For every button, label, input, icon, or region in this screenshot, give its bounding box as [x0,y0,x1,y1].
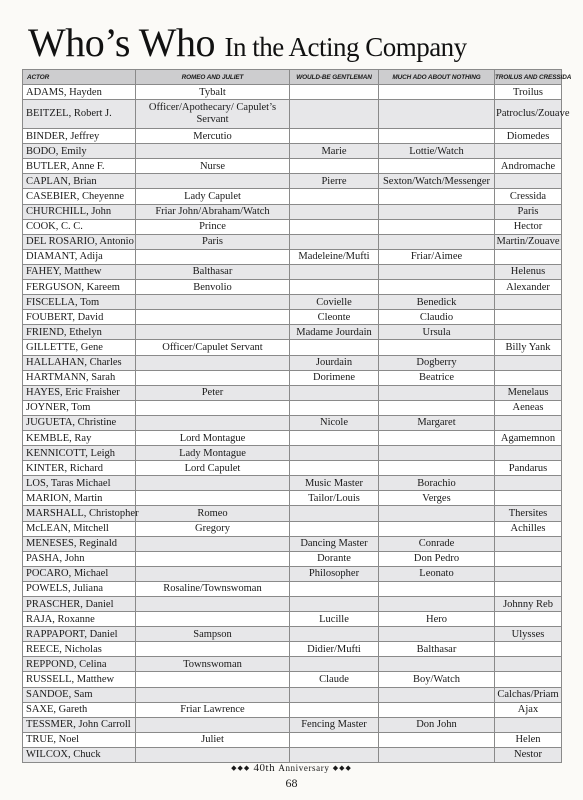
much-ado-role-cell [379,234,495,249]
would-be-gentleman-role-cell: Claude [290,672,379,687]
table-row [23,129,562,144]
table-row [23,144,562,159]
would-be-gentleman-role-cell [290,430,379,445]
cast-table [22,69,572,763]
would-be-gentleman-role-cell [290,280,379,295]
would-be-gentleman-role-cell [290,100,379,129]
title-sub: In the Acting Company [224,32,467,62]
actor-cell: DEL ROSARIO, Antonio [23,234,136,249]
actor-cell: RAPPAPORT, Daniel [23,627,136,642]
much-ado-role-cell [379,747,495,762]
would-be-gentleman-role-cell: Music Master [290,476,379,491]
would-be-gentleman-role-cell [290,521,379,536]
romeo-juliet-role-cell: Officer/Capulet Servant [136,340,290,355]
much-ado-role-cell [379,264,495,279]
romeo-juliet-role-cell [136,566,290,581]
table-row [23,597,562,612]
table-row [23,476,562,491]
romeo-juliet-role-cell: Nurse [136,159,290,174]
would-be-gentleman-role-cell [290,340,379,355]
troilus-cressida-role-cell [495,642,562,657]
table-row [23,566,562,581]
would-be-gentleman-role-cell: Madeleine/Mufti [290,249,379,264]
romeo-juliet-role-cell: Benvolio [136,280,290,295]
would-be-gentleman-role-cell [290,264,379,279]
table-row [23,189,562,204]
table-row [23,400,562,415]
romeo-juliet-role-cell [136,295,290,310]
much-ado-role-cell [379,702,495,717]
table-row [23,747,562,762]
would-be-gentleman-role-cell: Marie [290,144,379,159]
much-ado-role-cell [379,597,495,612]
troilus-cressida-role-cell: Achilles [495,521,562,536]
actor-cell: CAPLAN, Brian [23,174,136,189]
romeo-juliet-role-cell: Balthasar [136,264,290,279]
much-ado-role-cell [379,657,495,672]
would-be-gentleman-role-cell [290,687,379,702]
romeo-juliet-role-cell: Gregory [136,521,290,536]
romeo-juliet-role-cell [136,717,290,732]
would-be-gentleman-role-cell: Tailor/Louis [290,491,379,506]
would-be-gentleman-role-cell [290,129,379,144]
would-be-gentleman-role-cell [290,657,379,672]
much-ado-role-cell [379,461,495,476]
romeo-juliet-role-cell [136,642,290,657]
much-ado-role-cell: Dogberry [379,355,495,370]
actor-cell: FAHEY, Matthew [23,264,136,279]
actor-cell: FRIEND, Ethelyn [23,325,136,340]
much-ado-role-cell [379,506,495,521]
page-title [28,18,467,72]
much-ado-role-cell [379,732,495,747]
romeo-juliet-role-cell [136,476,290,491]
would-be-gentleman-role-cell [290,85,379,100]
romeo-juliet-role-cell: Tybalt [136,85,290,100]
troilus-cressida-role-cell: Nestor [495,747,562,762]
romeo-juliet-role-cell: Lord Montague [136,430,290,445]
actor-cell: JUGUETA, Christine [23,415,136,430]
troilus-cressida-role-cell: Martin/Zouave [495,234,562,249]
table-row [23,100,562,129]
table-row [23,295,562,310]
much-ado-role-cell [379,280,495,295]
would-be-gentleman-role-cell: Pierre [290,174,379,189]
much-ado-role-cell [379,687,495,702]
romeo-juliet-role-cell: Rosaline/Townswoman [136,581,290,596]
table-row [23,551,562,566]
would-be-gentleman-role-cell: Dorante [290,551,379,566]
actor-cell: KENNICOTT, Leigh [23,446,136,461]
troilus-cressida-role-cell: Cressida [495,189,562,204]
would-be-gentleman-role-cell: Dancing Master [290,536,379,551]
actor-cell: POWELS, Juliana [23,581,136,596]
actor-cell: JOYNER, Tom [23,400,136,415]
table-row [23,581,562,596]
troilus-cressida-role-cell: Pandarus [495,461,562,476]
romeo-juliet-role-cell [136,144,290,159]
actor-cell: BINDER, Jeffrey [23,129,136,144]
header-row [23,70,562,85]
would-be-gentleman-role-cell [290,234,379,249]
troilus-cressida-role-cell [495,717,562,732]
romeo-juliet-role-cell [136,249,290,264]
romeo-juliet-role-cell: Lady Capulet [136,189,290,204]
romeo-juliet-role-cell [136,415,290,430]
romeo-juliet-role-cell [136,747,290,762]
would-be-gentleman-role-cell: Jourdain [290,355,379,370]
table-row [23,732,562,747]
header-actor: ACTOR [23,70,136,85]
much-ado-role-cell [379,521,495,536]
header-much-ado: MUCH ADO ABOUT NOTHING [379,70,495,85]
troilus-cressida-role-cell: Thersites [495,506,562,521]
much-ado-role-cell: Balthasar [379,642,495,657]
table-row [23,491,562,506]
table-row [23,204,562,219]
actor-cell: ADAMS, Hayden [23,85,136,100]
troilus-cressida-role-cell [495,249,562,264]
troilus-cressida-role-cell [495,144,562,159]
romeo-juliet-role-cell: Townswoman [136,657,290,672]
romeo-juliet-role-cell: Mercutio [136,129,290,144]
much-ado-role-cell [379,430,495,445]
troilus-cressida-role-cell: Diomedes [495,129,562,144]
actor-cell: BEITZEL, Robert J. [23,100,136,129]
actor-cell: REECE, Nicholas [23,642,136,657]
table-row [23,612,562,627]
title-main: Who’s Who [28,20,215,65]
would-be-gentleman-role-cell [290,597,379,612]
troilus-cressida-role-cell [495,355,562,370]
much-ado-role-cell [379,446,495,461]
troilus-cressida-role-cell: Ulysses [495,627,562,642]
table-row [23,702,562,717]
troilus-cressida-role-cell [495,612,562,627]
table-row [23,219,562,234]
troilus-cressida-role-cell [495,415,562,430]
actor-cell: SANDOE, Sam [23,687,136,702]
much-ado-role-cell [379,627,495,642]
much-ado-role-cell [379,385,495,400]
romeo-juliet-role-cell: Lord Capulet [136,461,290,476]
troilus-cressida-role-cell [495,446,562,461]
table-row [23,536,562,551]
table-row [23,370,562,385]
much-ado-role-cell: Lottie/Watch [379,144,495,159]
table-row [23,340,562,355]
romeo-juliet-role-cell [136,174,290,189]
romeo-juliet-role-cell: Friar Lawrence [136,702,290,717]
much-ado-role-cell [379,400,495,415]
would-be-gentleman-role-cell [290,581,379,596]
much-ado-role-cell [379,159,495,174]
table-row [23,85,562,100]
actor-cell: CHURCHILL, John [23,204,136,219]
would-be-gentleman-role-cell [290,506,379,521]
table-row [23,310,562,325]
romeo-juliet-role-cell [136,536,290,551]
troilus-cressida-role-cell: Helenus [495,264,562,279]
header-romeo-and-juliet: ROMEO AND JULIET [136,70,290,85]
would-be-gentleman-role-cell: Cleonte [290,310,379,325]
romeo-juliet-role-cell [136,551,290,566]
romeo-juliet-role-cell: Peter [136,385,290,400]
actor-cell: HARTMANN, Sarah [23,370,136,385]
much-ado-role-cell: Conrade [379,536,495,551]
would-be-gentleman-role-cell: Fencing Master [290,717,379,732]
table-row [23,657,562,672]
table-row [23,249,562,264]
troilus-cressida-role-cell [495,174,562,189]
table-row [23,446,562,461]
actor-cell: REPPOND, Celina [23,657,136,672]
romeo-juliet-role-cell [136,370,290,385]
romeo-juliet-role-cell [136,310,290,325]
troilus-cressida-role-cell: Ajax [495,702,562,717]
romeo-juliet-role-cell [136,672,290,687]
much-ado-role-cell: Margaret [379,415,495,430]
table-row [23,174,562,189]
table-row [23,642,562,657]
would-be-gentleman-role-cell [290,189,379,204]
would-be-gentleman-role-cell: Didier/Mufti [290,642,379,657]
romeo-juliet-role-cell [136,491,290,506]
actor-cell: GILLETTE, Gene [23,340,136,355]
much-ado-role-cell: Verges [379,491,495,506]
table-row [23,264,562,279]
troilus-cressida-role-cell [495,325,562,340]
much-ado-role-cell: Sexton/Watch/Messenger [379,174,495,189]
would-be-gentleman-role-cell [290,627,379,642]
actor-cell: POCARO, Michael [23,566,136,581]
much-ado-role-cell: Ursula [379,325,495,340]
page-number: 68 [285,776,298,790]
troilus-cressida-role-cell [495,295,562,310]
actor-cell: BUTLER, Anne F. [23,159,136,174]
troilus-cressida-role-cell [495,491,562,506]
actor-cell: FERGUSON, Kareem [23,280,136,295]
much-ado-role-cell: Leonato [379,566,495,581]
troilus-cressida-role-cell: Alexander [495,280,562,295]
table-row [23,280,562,295]
romeo-juliet-role-cell: Prince [136,219,290,234]
troilus-cressida-role-cell [495,551,562,566]
would-be-gentleman-role-cell: Covielle [290,295,379,310]
romeo-juliet-role-cell [136,400,290,415]
would-be-gentleman-role-cell [290,400,379,415]
header-would-be-gentleman: WOULD-BE GENTLEMAN [290,70,379,85]
table-row [23,385,562,400]
much-ado-role-cell: Borachio [379,476,495,491]
much-ado-role-cell: Hero [379,612,495,627]
actor-cell: CASEBIER, Cheyenne [23,189,136,204]
romeo-juliet-role-cell: Juliet [136,732,290,747]
romeo-juliet-role-cell: Officer/Apothecary/ Capulet’s Servant [136,100,290,129]
would-be-gentleman-role-cell: Dorimene [290,370,379,385]
actor-cell: TESSMER, John Carroll [23,717,136,732]
troilus-cressida-role-cell [495,581,562,596]
much-ado-role-cell [379,219,495,234]
much-ado-role-cell: Claudio [379,310,495,325]
actor-cell: MARSHALL, Christopher [23,506,136,521]
much-ado-role-cell: Don Pedro [379,551,495,566]
actor-cell: MENESES, Reginald [23,536,136,551]
table-row [23,415,562,430]
much-ado-role-cell: Friar/Aimee [379,249,495,264]
actor-cell: MARION, Martin [23,491,136,506]
much-ado-role-cell: Boy/Watch [379,672,495,687]
actor-cell: KEMBLE, Ray [23,430,136,445]
romeo-juliet-role-cell [136,612,290,627]
troilus-cressida-role-cell [495,370,562,385]
romeo-juliet-role-cell [136,597,290,612]
troilus-cressida-role-cell: Johnny Reb [495,597,562,612]
would-be-gentleman-role-cell [290,747,379,762]
table-row [23,430,562,445]
much-ado-role-cell [379,204,495,219]
troilus-cressida-role-cell: Agamemnon [495,430,562,445]
troilus-cressida-role-cell [495,536,562,551]
anniversary-number: 40th [253,762,276,774]
table-row [23,627,562,642]
much-ado-role-cell [379,581,495,596]
actor-cell: SAXE, Gareth [23,702,136,717]
table-row [23,672,562,687]
romeo-juliet-role-cell [136,325,290,340]
table-row [23,461,562,476]
troilus-cressida-role-cell [495,476,562,491]
table-row [23,521,562,536]
romeo-juliet-role-cell: Paris [136,234,290,249]
table-row [23,325,562,340]
much-ado-role-cell [379,340,495,355]
would-be-gentleman-role-cell [290,732,379,747]
actor-cell: FISCELLA, Tom [23,295,136,310]
romeo-juliet-role-cell [136,355,290,370]
troilus-cressida-role-cell [495,657,562,672]
table-row [23,717,562,732]
would-be-gentleman-role-cell [290,219,379,234]
would-be-gentleman-role-cell [290,446,379,461]
actor-cell: TRUE, Noel [23,732,136,747]
much-ado-role-cell: Beatrice [379,370,495,385]
would-be-gentleman-role-cell: Nicole [290,415,379,430]
actor-cell: PRASCHER, Daniel [23,597,136,612]
troilus-cressida-role-cell: Andromache [495,159,562,174]
actor-cell: McLEAN, Mitchell [23,521,136,536]
actor-cell: WILCOX, Chuck [23,747,136,762]
romeo-juliet-role-cell: Lady Montague [136,446,290,461]
would-be-gentleman-role-cell [290,461,379,476]
actor-cell: BODO, Emily [23,144,136,159]
would-be-gentleman-role-cell [290,204,379,219]
troilus-cressida-role-cell [495,672,562,687]
would-be-gentleman-role-cell [290,385,379,400]
troilus-cressida-role-cell [495,566,562,581]
diamond-ornament-right: ◆◆◆ [332,764,352,772]
actor-cell: KINTER, Richard [23,461,136,476]
much-ado-role-cell [379,100,495,129]
troilus-cressida-role-cell [495,310,562,325]
would-be-gentleman-role-cell: Philosopher [290,566,379,581]
romeo-juliet-role-cell: Friar John/Abraham/Watch [136,204,290,219]
troilus-cressida-role-cell: Hector [495,219,562,234]
anniversary-word: Anniversary [278,763,330,773]
actor-cell: FOUBERT, David [23,310,136,325]
actor-cell: COOK, C. C. [23,219,136,234]
romeo-juliet-role-cell: Sampson [136,627,290,642]
actor-cell: RUSSELL, Matthew [23,672,136,687]
troilus-cressida-role-cell: Aeneas [495,400,562,415]
troilus-cressida-role-cell: Patroclus/Zouave [495,100,562,129]
romeo-juliet-role-cell: Romeo [136,506,290,521]
anniversary-footer [0,762,583,774]
troilus-cressida-role-cell: Calchas/Priam [495,687,562,702]
table-row [23,506,562,521]
much-ado-role-cell: Don John [379,717,495,732]
table-row [23,355,562,370]
troilus-cressida-role-cell: Helen [495,732,562,747]
troilus-cressida-role-cell: Billy Yank [495,340,562,355]
table-row [23,687,562,702]
romeo-juliet-role-cell [136,687,290,702]
much-ado-role-cell [379,189,495,204]
actor-cell: PASHA, John [23,551,136,566]
troilus-cressida-role-cell: Paris [495,204,562,219]
diamond-ornament-left: ◆◆◆ [231,764,251,772]
actor-cell: HAYES, Eric Fraisher [23,385,136,400]
header-troilus-and-cressida: TROILUS AND CRESSIDA [495,70,562,85]
troilus-cressida-role-cell: Menelaus [495,385,562,400]
actor-cell: DIAMANT, Adija [23,249,136,264]
much-ado-role-cell [379,129,495,144]
table-row [23,159,562,174]
actor-cell: LOS, Taras Michael [23,476,136,491]
much-ado-role-cell: Benedick [379,295,495,310]
would-be-gentleman-role-cell [290,702,379,717]
actor-cell: RAJA, Roxanne [23,612,136,627]
actor-cell: HALLAHAN, Charles [23,355,136,370]
would-be-gentleman-role-cell: Madame Jourdain [290,325,379,340]
would-be-gentleman-role-cell [290,159,379,174]
table-row [23,234,562,249]
much-ado-role-cell [379,85,495,100]
would-be-gentleman-role-cell: Lucille [290,612,379,627]
troilus-cressida-role-cell: Troilus [495,85,562,100]
